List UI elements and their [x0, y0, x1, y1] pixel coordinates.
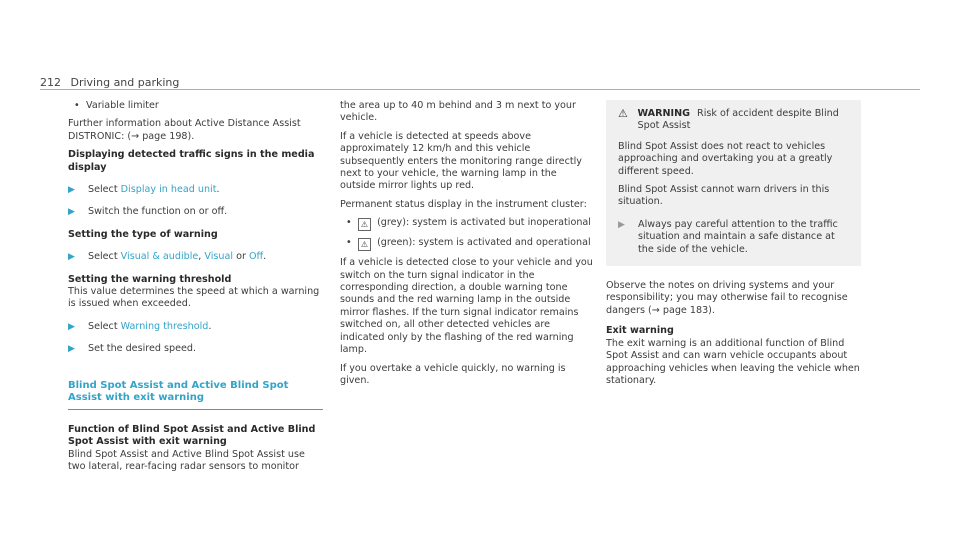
exit-desc: The exit warning is an additional function of Blind Spot Assist and can warn vehicle occupants about approaching vehicles when leaving the vehicle when stationary.	[606, 337, 860, 386]
list-item: • ⚠ (green): system is activated and operational	[346, 237, 591, 250]
arrow-right-icon: ▶	[618, 219, 625, 230]
bullet-icon: •	[346, 217, 352, 229]
step: ▶ Set the desired speed.	[68, 343, 197, 355]
arrow-right-icon: ▶	[68, 344, 75, 355]
step: ▶ Select Display in head unit.	[68, 184, 220, 196]
warning-triangle-icon: ⚠	[618, 107, 628, 120]
list-item: • Variable limiter	[74, 100, 159, 111]
arrow-right-icon: ▶	[68, 252, 75, 263]
threshold-desc: This value determines the speed at which a warning is issued when exceeded.	[68, 286, 320, 310]
column-2	[340, 100, 595, 393]
warning-header	[618, 108, 849, 133]
visual-option[interactable]: Visual	[204, 251, 234, 263]
warning-box	[606, 100, 861, 266]
bullet-icon: •	[346, 237, 352, 249]
page-number: 212	[40, 76, 61, 89]
arrow-right-icon: ▶	[68, 185, 75, 196]
observe-note: Observe the notes on driving systems and your responsibility; you may otherwise fail to recognise dangers (→ page 183).	[606, 280, 848, 316]
header-rule	[40, 89, 920, 90]
paragraph: If a vehicle is detected close to your vehicle and you switch on the turn signal indicator in the corresponding direction, a double warning tone sounds and the red warning lamp in the outside mirror flashes. If the turn signal indicator remains switched on, all other detected vehicles are indicated only by the flashing of the red warning lamp.	[340, 257, 593, 356]
blind-spot-status-icon: ⚠	[358, 218, 371, 231]
page-header	[40, 76, 179, 89]
bullet-icon: •	[74, 100, 80, 111]
step: ▶ Select Warning threshold.	[68, 320, 212, 332]
visual-audible-option[interactable]: Visual & audible	[120, 251, 199, 263]
further-info: Further information about Active Distance Assist DISTRONIC: (→ page 198).	[68, 118, 301, 142]
function-desc: Blind Spot Assist and Active Blind Spot Assist use two lateral, rear-facing radar sensors to monitor	[68, 448, 305, 473]
heading-function: Function of Blind Spot Assist and Active Blind Spot Assist with exit warning	[68, 423, 316, 448]
warning-label: WARNING	[637, 108, 690, 119]
chapter-title: Driving and parking	[70, 76, 180, 89]
warning-paragraph: Blind Spot Assist cannot warn drivers in this situation.	[618, 184, 830, 208]
paragraph: the area up to 40 m behind and 3 m next to your vehicle.	[340, 100, 576, 124]
list-item: • ⚠ (grey): system is activated but inoperational	[346, 217, 591, 230]
column-1	[68, 100, 323, 480]
heading-warning-type: Setting the type of warning	[68, 228, 218, 240]
warning-paragraph: Blind Spot Assist does not react to vehicles approaching and overtaking you at a greatly different speed.	[618, 140, 833, 177]
paragraph: If a vehicle is detected at speeds above approximately 12 km/h and this vehicle subsequently enters the monitoring range directly next to your vehicle, the warning lamp in the outside mirror lights up red.	[340, 130, 582, 192]
warning-title: Risk of accident despite Blind Spot Assist	[637, 108, 839, 132]
heading-exit-warning: Exit warning	[606, 325, 674, 337]
paragraph: If you overtake a vehicle quickly, no warning is given.	[340, 362, 566, 386]
step: ▶ Always pay careful attention to the traffic situation and maintain a safe distance at the side of the vehicle.	[618, 218, 838, 255]
display-in-head-unit-link[interactable]: Display in head unit	[120, 184, 217, 196]
blind-spot-status-icon: ⚠	[358, 238, 371, 251]
arrow-right-icon: ▶	[68, 207, 75, 218]
warning-threshold-link[interactable]: Warning threshold	[120, 320, 209, 332]
step: ▶ Select Visual & audible, Visual or Off.	[68, 251, 267, 263]
step: ▶ Switch the function on or off.	[68, 206, 228, 218]
column-3	[606, 100, 861, 393]
arrow-right-icon: ▶	[68, 321, 75, 332]
off-option[interactable]: Off	[248, 251, 264, 263]
paragraph: Permanent status display in the instrument cluster:	[340, 198, 587, 210]
section-title: Blind Spot Assist and Active Blind Spot Assist with exit warning	[68, 379, 289, 404]
section-rule	[68, 409, 323, 410]
heading-display: Displaying detected traffic signs in the media display	[68, 149, 315, 173]
heading-threshold: Setting the warning threshold	[68, 273, 232, 285]
